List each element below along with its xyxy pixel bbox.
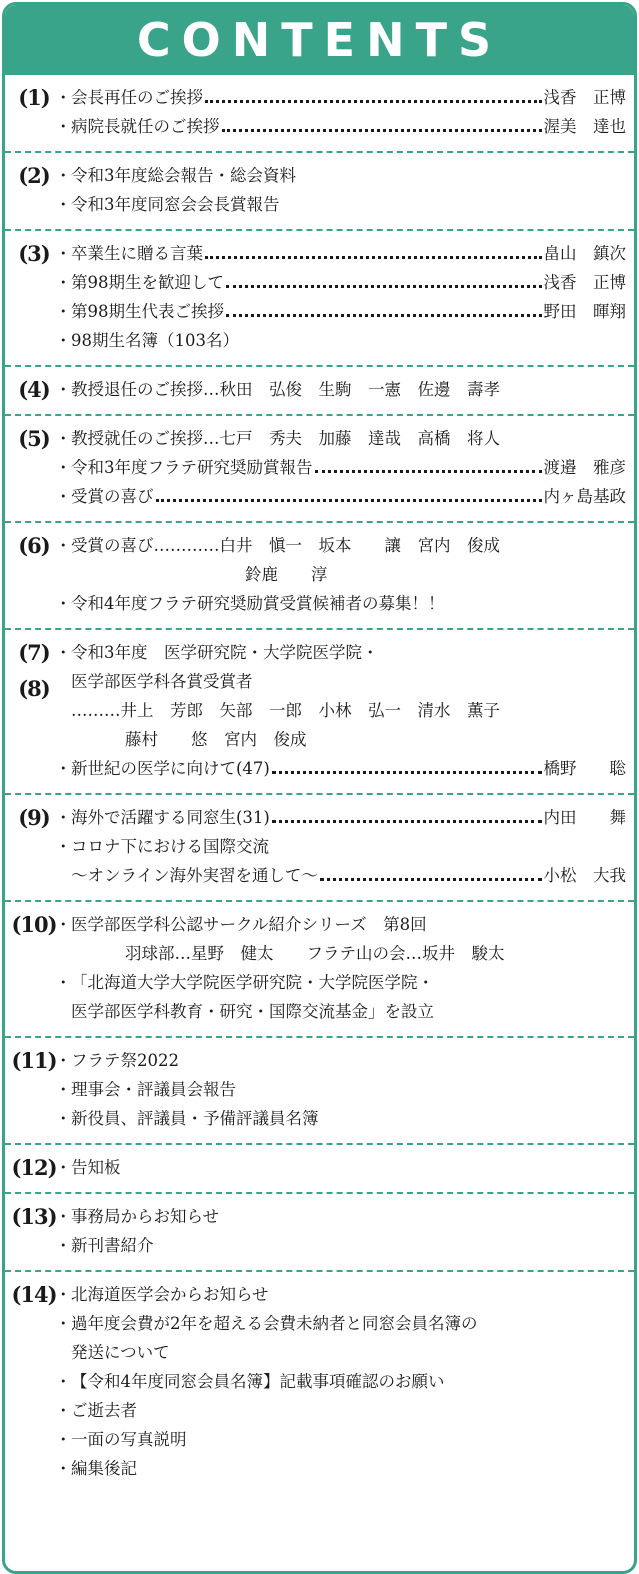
list-item[interactable]: ・ 理事会・評議員会報告	[55, 1080, 236, 1099]
section-6	[5, 521, 634, 628]
list-item-continuation: 医学部医学科各賞受賞者	[71, 672, 253, 691]
section-2	[5, 151, 634, 229]
list-item[interactable]: ・ 一面の写真説明	[55, 1430, 187, 1449]
list-item[interactable]: ・ 教授退任のご挨拶…秋田 弘俊 生駒 一憲 佐邊 壽孝	[55, 380, 500, 399]
contents-header: CONTENTS	[5, 5, 634, 75]
list-item[interactable]: ・ 新刊書紹介	[55, 1236, 154, 1255]
list-item[interactable]: ・ 新世紀の医学に向けて(47) 橋野 聡	[55, 759, 626, 778]
list-item[interactable]: ・ 令和3年度総会報告・総会資料	[55, 166, 296, 185]
section-14	[5, 1270, 634, 1493]
list-item[interactable]: ・ 会長再任のご挨拶 浅香 正博	[55, 88, 626, 107]
section-10	[5, 900, 634, 1036]
list-item[interactable]: ・ 事務局からお知らせ	[55, 1207, 220, 1226]
list-item-continuation: 羽球部…星野 健太 フラテ山の会…坂井 駿太	[125, 944, 505, 963]
list-item[interactable]: ・ 医学部医学科公認サークル紹介シリーズ 第8回	[55, 915, 427, 934]
list-item[interactable]: ・ 令和3年度フラテ研究奨励賞報告 渡邉 雅彦	[55, 458, 626, 477]
section-1	[5, 75, 634, 151]
list-item[interactable]: ・ 第98期生を歓迎して 浅香 正博	[55, 273, 626, 292]
section-number: (3)	[18, 241, 50, 266]
list-item[interactable]: ・ 「北海道大学大学院医学研究院・大学院医学院・	[55, 973, 434, 992]
list-item[interactable]: ・ 編集後記	[55, 1459, 137, 1478]
list-item[interactable]: ・ 受賞の喜び…………白井 愼一 坂本 讓 宮内 俊成	[55, 536, 500, 555]
list-item-continuation: 医学部医学科教育・研究・国際交流基金」を設立	[71, 1002, 434, 1021]
section-number: (7)	[18, 640, 50, 665]
list-item[interactable]: ・ 過年度会費が2年を超える会費未納者と同窓会員名簿の	[55, 1314, 478, 1333]
list-item[interactable]: ・ 卒業生に贈る言葉 畠山 鎮次	[55, 244, 626, 263]
section-number: (1)	[18, 85, 50, 110]
section-number: (4)	[18, 377, 50, 402]
section-number: (8)	[18, 676, 50, 701]
list-item[interactable]: ・ コロナ下における国際交流	[55, 837, 269, 856]
list-item[interactable]: ・ 北海道医学会からお知らせ	[55, 1285, 269, 1304]
list-item[interactable]: ・ 第98期生代表ご挨拶 野田 暉翔	[55, 302, 626, 321]
section-number: (10)	[11, 912, 57, 937]
section-13	[5, 1192, 634, 1270]
contents-frame	[2, 2, 637, 1574]
list-item-continuation: ………井上 芳郎 矢部 一郎 小林 弘一 清水 薫子	[71, 701, 500, 720]
list-item[interactable]: ・ 受賞の喜び 内ヶ島基政	[55, 487, 626, 506]
list-item[interactable]: ・ 教授就任のご挨拶…七戸 秀夫 加藤 達哉 高橋 将人	[55, 429, 500, 448]
section-number: (5)	[18, 426, 50, 451]
list-item[interactable]: ・ 新役員、評議員・予備評議員名簿	[55, 1109, 319, 1128]
section-11	[5, 1036, 634, 1143]
section-3	[5, 229, 634, 365]
list-item-continuation: 鈴鹿 淳	[245, 565, 328, 584]
list-item[interactable]: ・ フラテ祭2022	[55, 1051, 179, 1070]
list-item[interactable]: ・ 病院長就任のご挨拶 渥美 達也	[55, 117, 626, 136]
list-item[interactable]: ・ 告知板	[55, 1158, 121, 1177]
section-7-8	[5, 628, 634, 793]
list-item[interactable]: ・ 98期生名簿（103名）	[55, 331, 239, 350]
section-number: (13)	[11, 1204, 57, 1229]
section-5	[5, 414, 634, 521]
list-item-continuation: ～オンライン海外実習を通して～ 小松 大我	[71, 866, 626, 885]
list-item[interactable]: ・ 令和4年度フラテ研究奨励賞受賞候補者の募集！！	[55, 594, 445, 613]
section-4	[5, 365, 634, 414]
section-number: (11)	[11, 1048, 57, 1073]
section-9	[5, 793, 634, 900]
section-number: (12)	[11, 1155, 57, 1180]
list-item[interactable]: ・ 【令和4年度同窓会員名簿】記載事項確認のお願い	[55, 1372, 445, 1391]
section-number: (6)	[18, 533, 50, 558]
section-number: (2)	[18, 163, 50, 188]
section-number: (9)	[18, 805, 50, 830]
section-number: (14)	[11, 1282, 57, 1307]
list-item-continuation: 発送について	[71, 1343, 170, 1362]
list-item[interactable]: ・ 海外で活躍する同窓生(31) 内田 舞	[55, 808, 626, 827]
list-item-continuation: 藤村 悠 宮内 俊成	[125, 730, 307, 749]
section-12	[5, 1143, 634, 1192]
list-item[interactable]: ・ 令和3年度 医学研究院・大学院医学院・	[55, 643, 379, 662]
list-item[interactable]: ・ ご逝去者	[55, 1401, 137, 1420]
list-item[interactable]: ・ 令和3年度同窓会会長賞報告	[55, 195, 280, 214]
contents-list	[5, 75, 634, 1493]
